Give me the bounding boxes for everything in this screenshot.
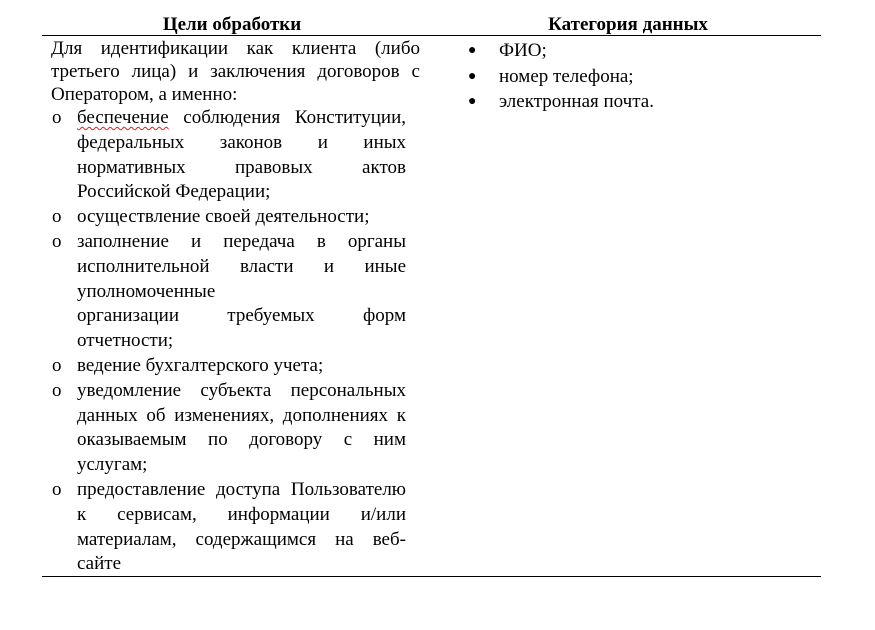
list-item-text: соблюдения Конституции, федеральных законов и иных нормативных правовых актов Российской Федерации; [77,107,406,203]
list-marker: o [52,354,62,376]
list-item [42,205,406,230]
list-item-continuation [42,304,406,354]
data-category-item [460,89,820,115]
list-item [42,230,406,304]
list-marker: o [52,478,62,500]
header-data-category: Категория данных [548,14,708,35]
list-marker: o [52,230,62,252]
list-item-text: ведение бухгалтерского учета; [77,354,324,376]
list-item [42,354,406,379]
data-category-list [460,38,820,115]
data-category-text: электронная почта. [499,91,654,112]
list-item-text: осуществление своей деятельности; [77,206,370,228]
list-item-text: организации требуемых форм отчетности; [77,305,406,352]
table-bottom-rule [42,576,821,577]
bullet-icon: ● [468,94,477,109]
list-item [42,478,406,577]
list-marker: o [52,379,62,401]
data-category-text: номер телефона; [499,65,634,87]
list-item [42,106,406,205]
purposes-cell [42,37,422,577]
data-category-item [460,64,820,90]
data-category-cell [460,38,820,115]
purposes-intro: Для идентификации как клиента (либо третьего лица) и заключения договоров с Оператором, а именно: [51,38,420,105]
list-item-text: уведомление субъекта персональных данных об изменениях, дополнениях к оказываемым по договору с ним услугам; [77,379,406,476]
list-item-text: заполнение и передача в органы исполнительной власти и иные уполномоченные [77,230,406,302]
table-top-rule [42,35,821,36]
list-marker: o [52,107,62,128]
data-category-item [460,38,820,64]
list-item-text: предоставление доступа Пользователю к сервисам, информации и/или материалам, содержащимся на веб-сайте [77,478,406,575]
spellcheck-flagged-word: беспечение [77,107,169,128]
data-category-text: ФИО; [499,40,547,61]
bullet-icon: ● [468,43,477,58]
list-marker: o [52,206,62,228]
bullet-icon: ● [468,68,477,84]
header-purposes: Цели обработки [162,14,302,35]
list-item [42,379,406,478]
purposes-list [42,106,422,577]
